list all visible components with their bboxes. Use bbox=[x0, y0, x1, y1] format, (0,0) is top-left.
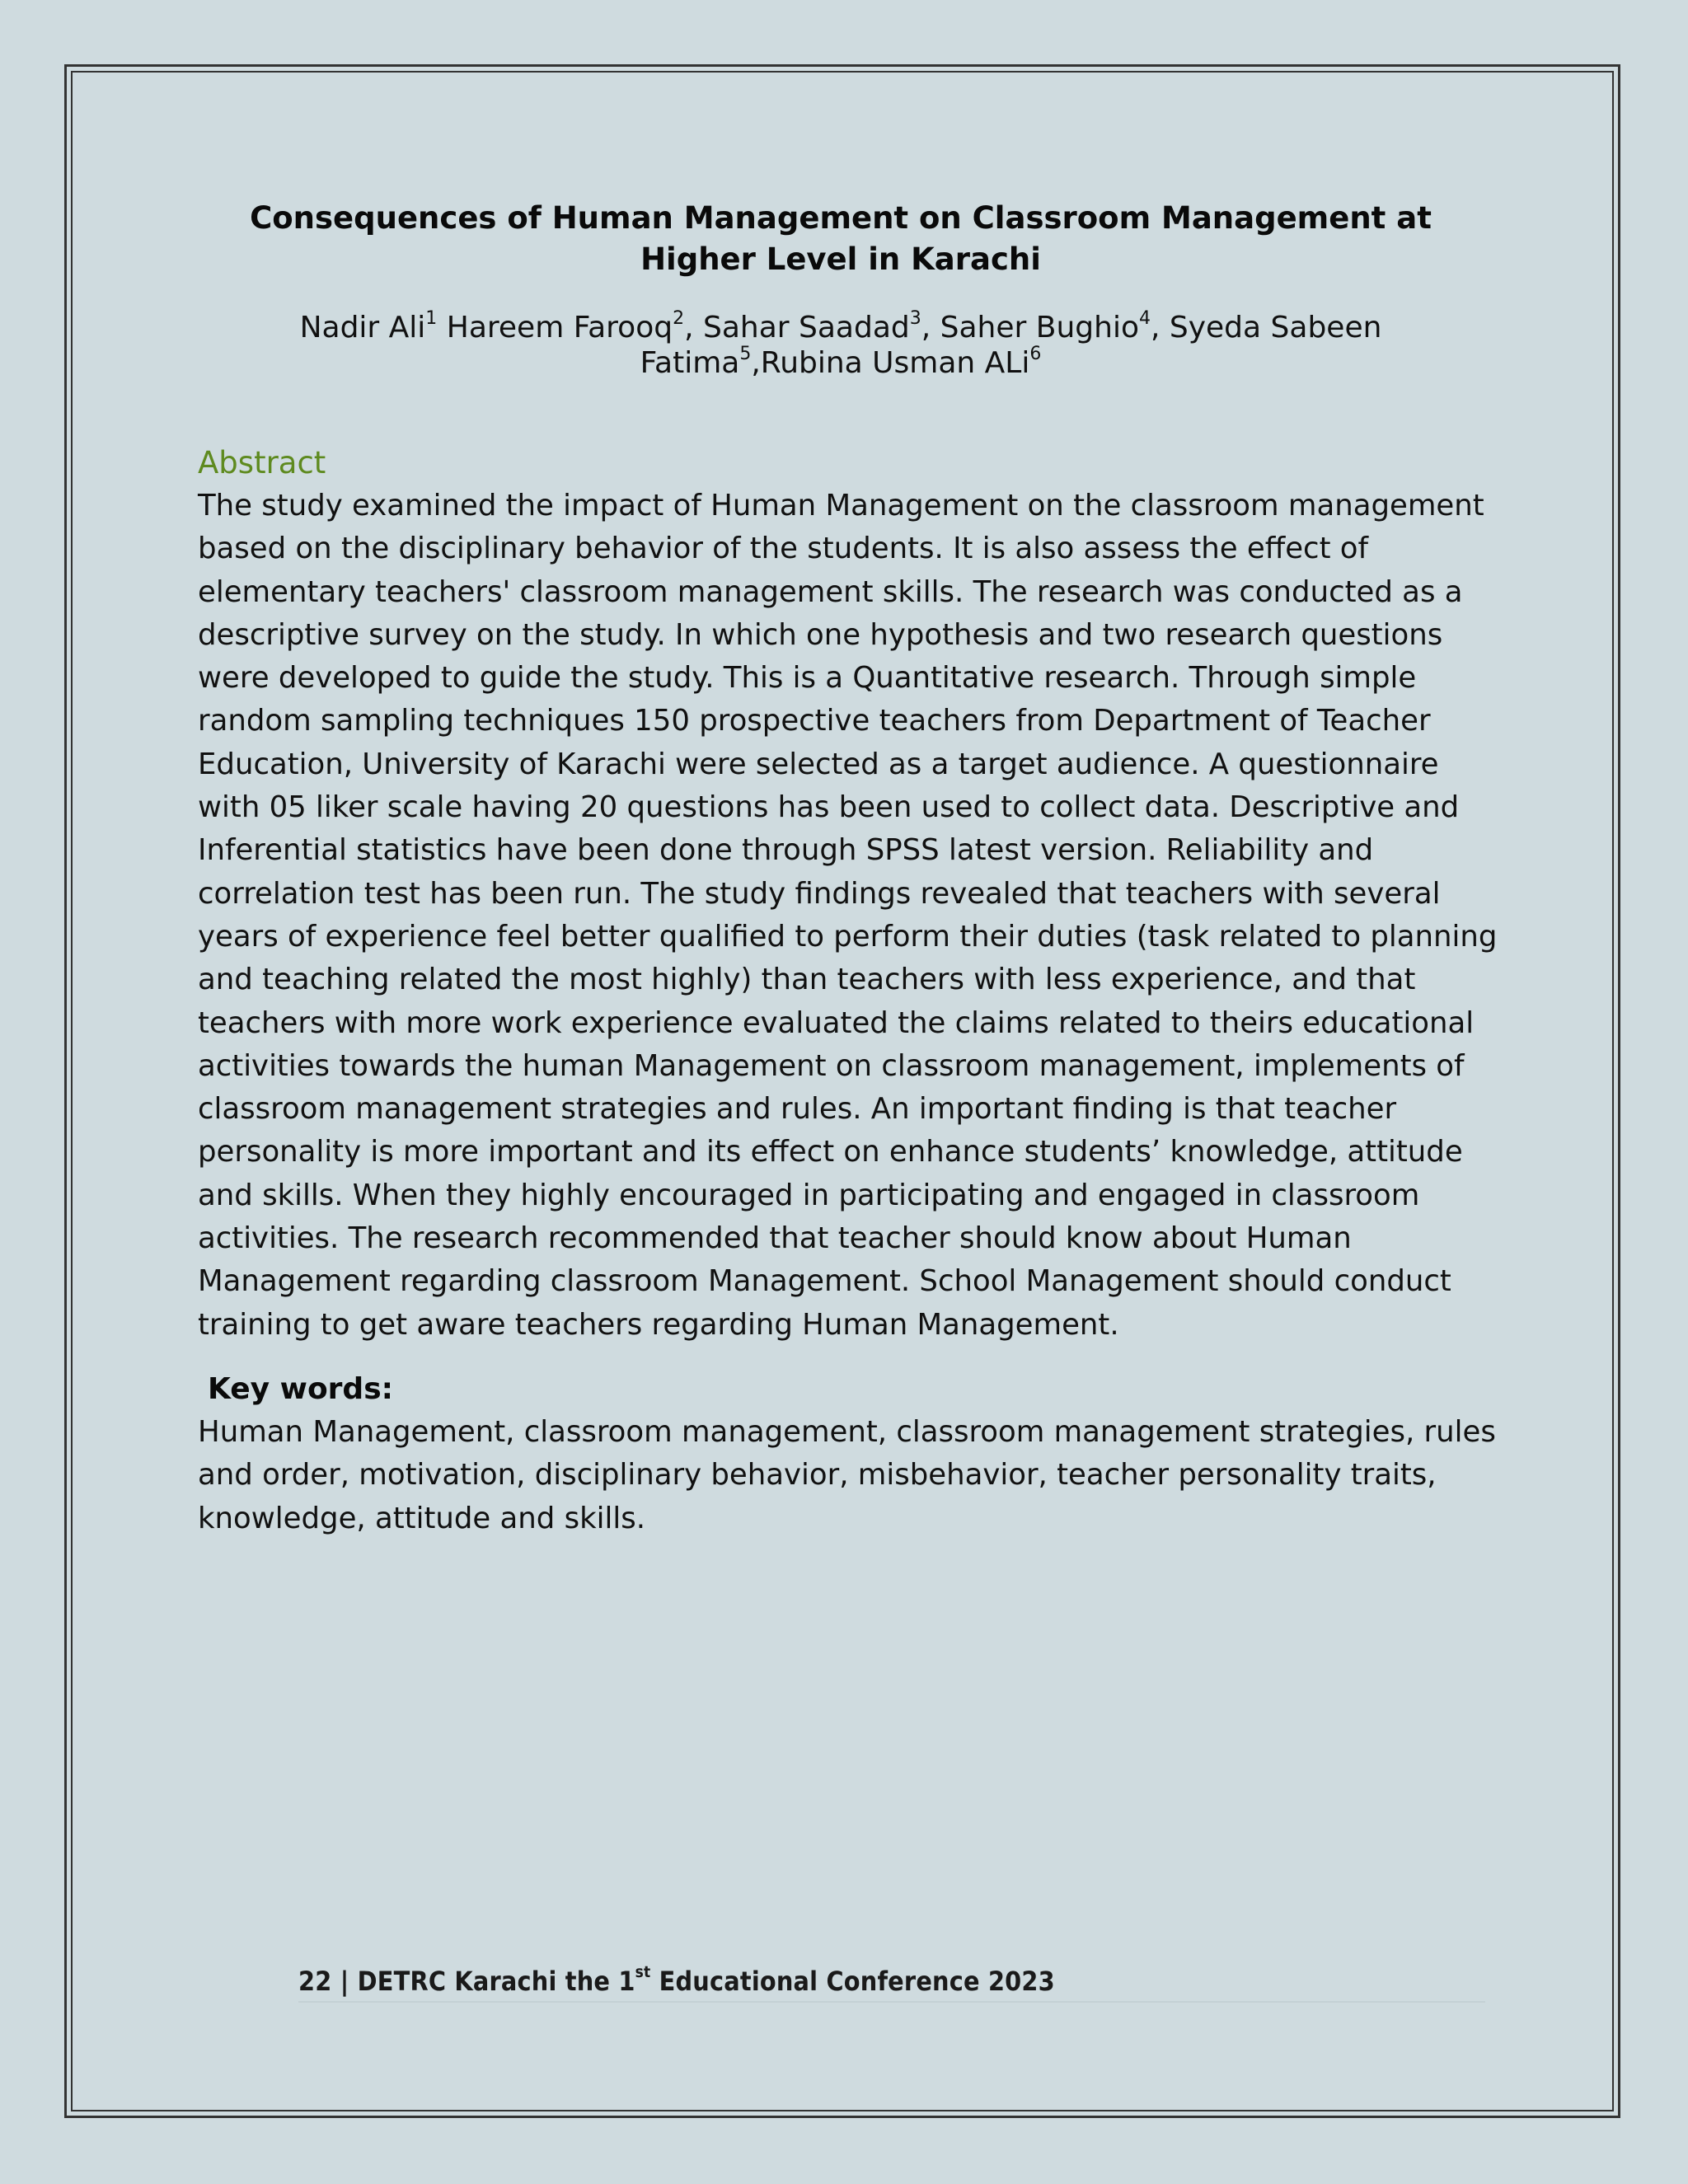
author-affiliation: 6 bbox=[1029, 344, 1042, 364]
footer-separator: | bbox=[340, 1966, 349, 1997]
author-name: Rubina Usman ALi bbox=[760, 346, 1030, 380]
keywords-text: Human Management, classroom management, classroom management strategies, rules and order, motivation, disciplinary behavior, misbehavior, teacher personality traits, knowledge, attitude and skills. bbox=[198, 1415, 1496, 1535]
conference-name: DETRC Karachi the 1 bbox=[357, 1966, 635, 1997]
page-number: 22 bbox=[298, 1966, 332, 1997]
abstract-heading: Abstract bbox=[198, 445, 326, 480]
author-name: Saher Bughio bbox=[940, 311, 1139, 344]
page-footer bbox=[298, 1965, 1055, 1998]
paper-title: Consequences of Human Management on Classroom Management at Higher Level in Karachi bbox=[250, 200, 1432, 277]
keywords-heading: Key words: bbox=[208, 1372, 394, 1406]
author-separator: , bbox=[921, 311, 940, 344]
author-separator bbox=[437, 311, 446, 344]
author-affiliation: 2 bbox=[673, 308, 685, 329]
author-affiliation: 4 bbox=[1138, 308, 1151, 329]
ordinal-suffix: st bbox=[635, 1963, 651, 1982]
author-separator: , bbox=[1150, 311, 1170, 344]
author-list bbox=[198, 310, 1484, 381]
author-affiliation: 5 bbox=[739, 344, 752, 364]
author-name: Syeda Sabeen Fatima bbox=[640, 311, 1382, 380]
author-name: Sahar Saadad bbox=[702, 311, 910, 344]
author-affiliation: 1 bbox=[425, 308, 438, 329]
conference-year: Educational Conference 2023 bbox=[650, 1966, 1055, 1997]
author-separator: , bbox=[751, 346, 761, 380]
footer-rule bbox=[298, 2001, 1485, 2003]
abstract-text: The study examined the impact of Human Management on the classroom management based on the disciplinary behavior of the students. It is also assess the effect of elementary teachers' classroom management skills. The research was conducted as a descriptive survey on the study. In which one hypothesis and two research questions were developed to guide the study. This is a Quantitative research. Through simple random sampling techniques 150 prospective teachers from Department of Teacher Education, University of Karachi were selected as a target audience. A questionnaire with 05 liker scale having 20 questions has been used to collect data. Descriptive and Inferential statistics have been done through SPSS latest version. Reliability and correlation test has been run. The study findings revealed that teachers with several years of experience feel better qualified to perform their duties (task related to planning and teaching related the most highly) than teachers with less experience, and that teachers with more work experience evaluated the claims related to theirs educational activities towards the human Management on classroom management, implements of classroom management strategies and rules. An important finding is that teacher personality is more important and its effect on enhance students’ knowledge, attitude and skills. When they highly encouraged in participating and engaged in classroom activities. The research recommended that teacher should know about Human Management regarding classroom Management. School Management should conduct training to get aware teachers regarding Human Management. bbox=[198, 489, 1498, 1342]
author-separator: , bbox=[684, 311, 703, 344]
author-name: Hareem Farooq bbox=[446, 311, 673, 344]
author-name: Nadir Ali bbox=[299, 311, 426, 344]
author-affiliation: 3 bbox=[909, 308, 921, 329]
